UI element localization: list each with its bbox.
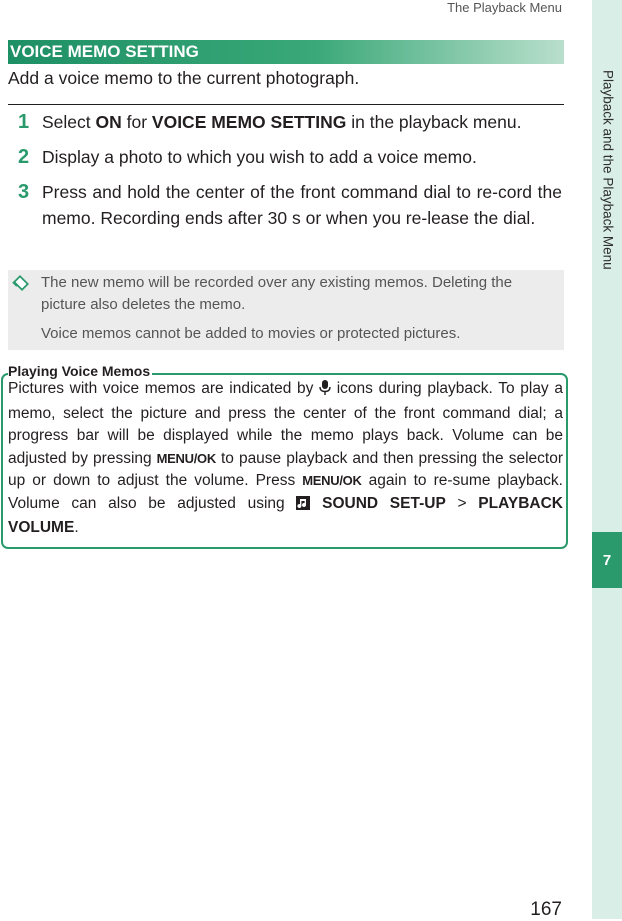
tip-panel-title: Playing Voice Memos [8,363,151,379]
step-number: 3 [18,181,30,203]
intro-text: Add a voice memo to the current photograph. [8,68,360,88]
note-text-1: The new memo will be recorded over any existing memos. Deleting the picture also deletes the memo. [41,274,513,313]
step-text: Select ON for VOICE MEMO SETTING in the playback menu. [42,112,522,132]
step-number: 1 [18,111,30,133]
page-number: 167 [530,899,562,920]
step-text: Display a photo to which you wish to add a voice memo. [42,147,477,167]
chapter-side-label: Playback and the Playback Menu [600,70,616,270]
note-text-2: Voice memos cannot be added to movies or protected pictures. [41,325,461,342]
chapter-number: 7 [592,532,622,588]
running-head: The Playback Menu [447,0,562,15]
note-box [8,270,564,350]
step-text: Press and hold the center of the front command dial to re-cord the memo. Recording ends after 30 s or when you re-lease the dial. [42,182,562,228]
sound-setup-icon [296,495,310,518]
microphone-icon [319,380,331,403]
tip-panel-body: Pictures with voice memos are indicated by icons during playback. To play a memo, select the picture and press the center of the front command dial; a progress bar will be displayed while the memo plays back. Volume can be adjusted by pressing MENU/OK to pause playback and then pressing the selector up or down to adjust the volume. Press MENU/OK again to re-sume playback. Volume can also be adjusted using SOUND SET-UP > PLAYBACK VOLUME. [8,380,563,536]
divider [8,104,564,105]
section-title: VOICE MEMO SETTING [8,40,564,64]
note-icon [11,274,31,299]
step-number: 2 [18,146,30,168]
